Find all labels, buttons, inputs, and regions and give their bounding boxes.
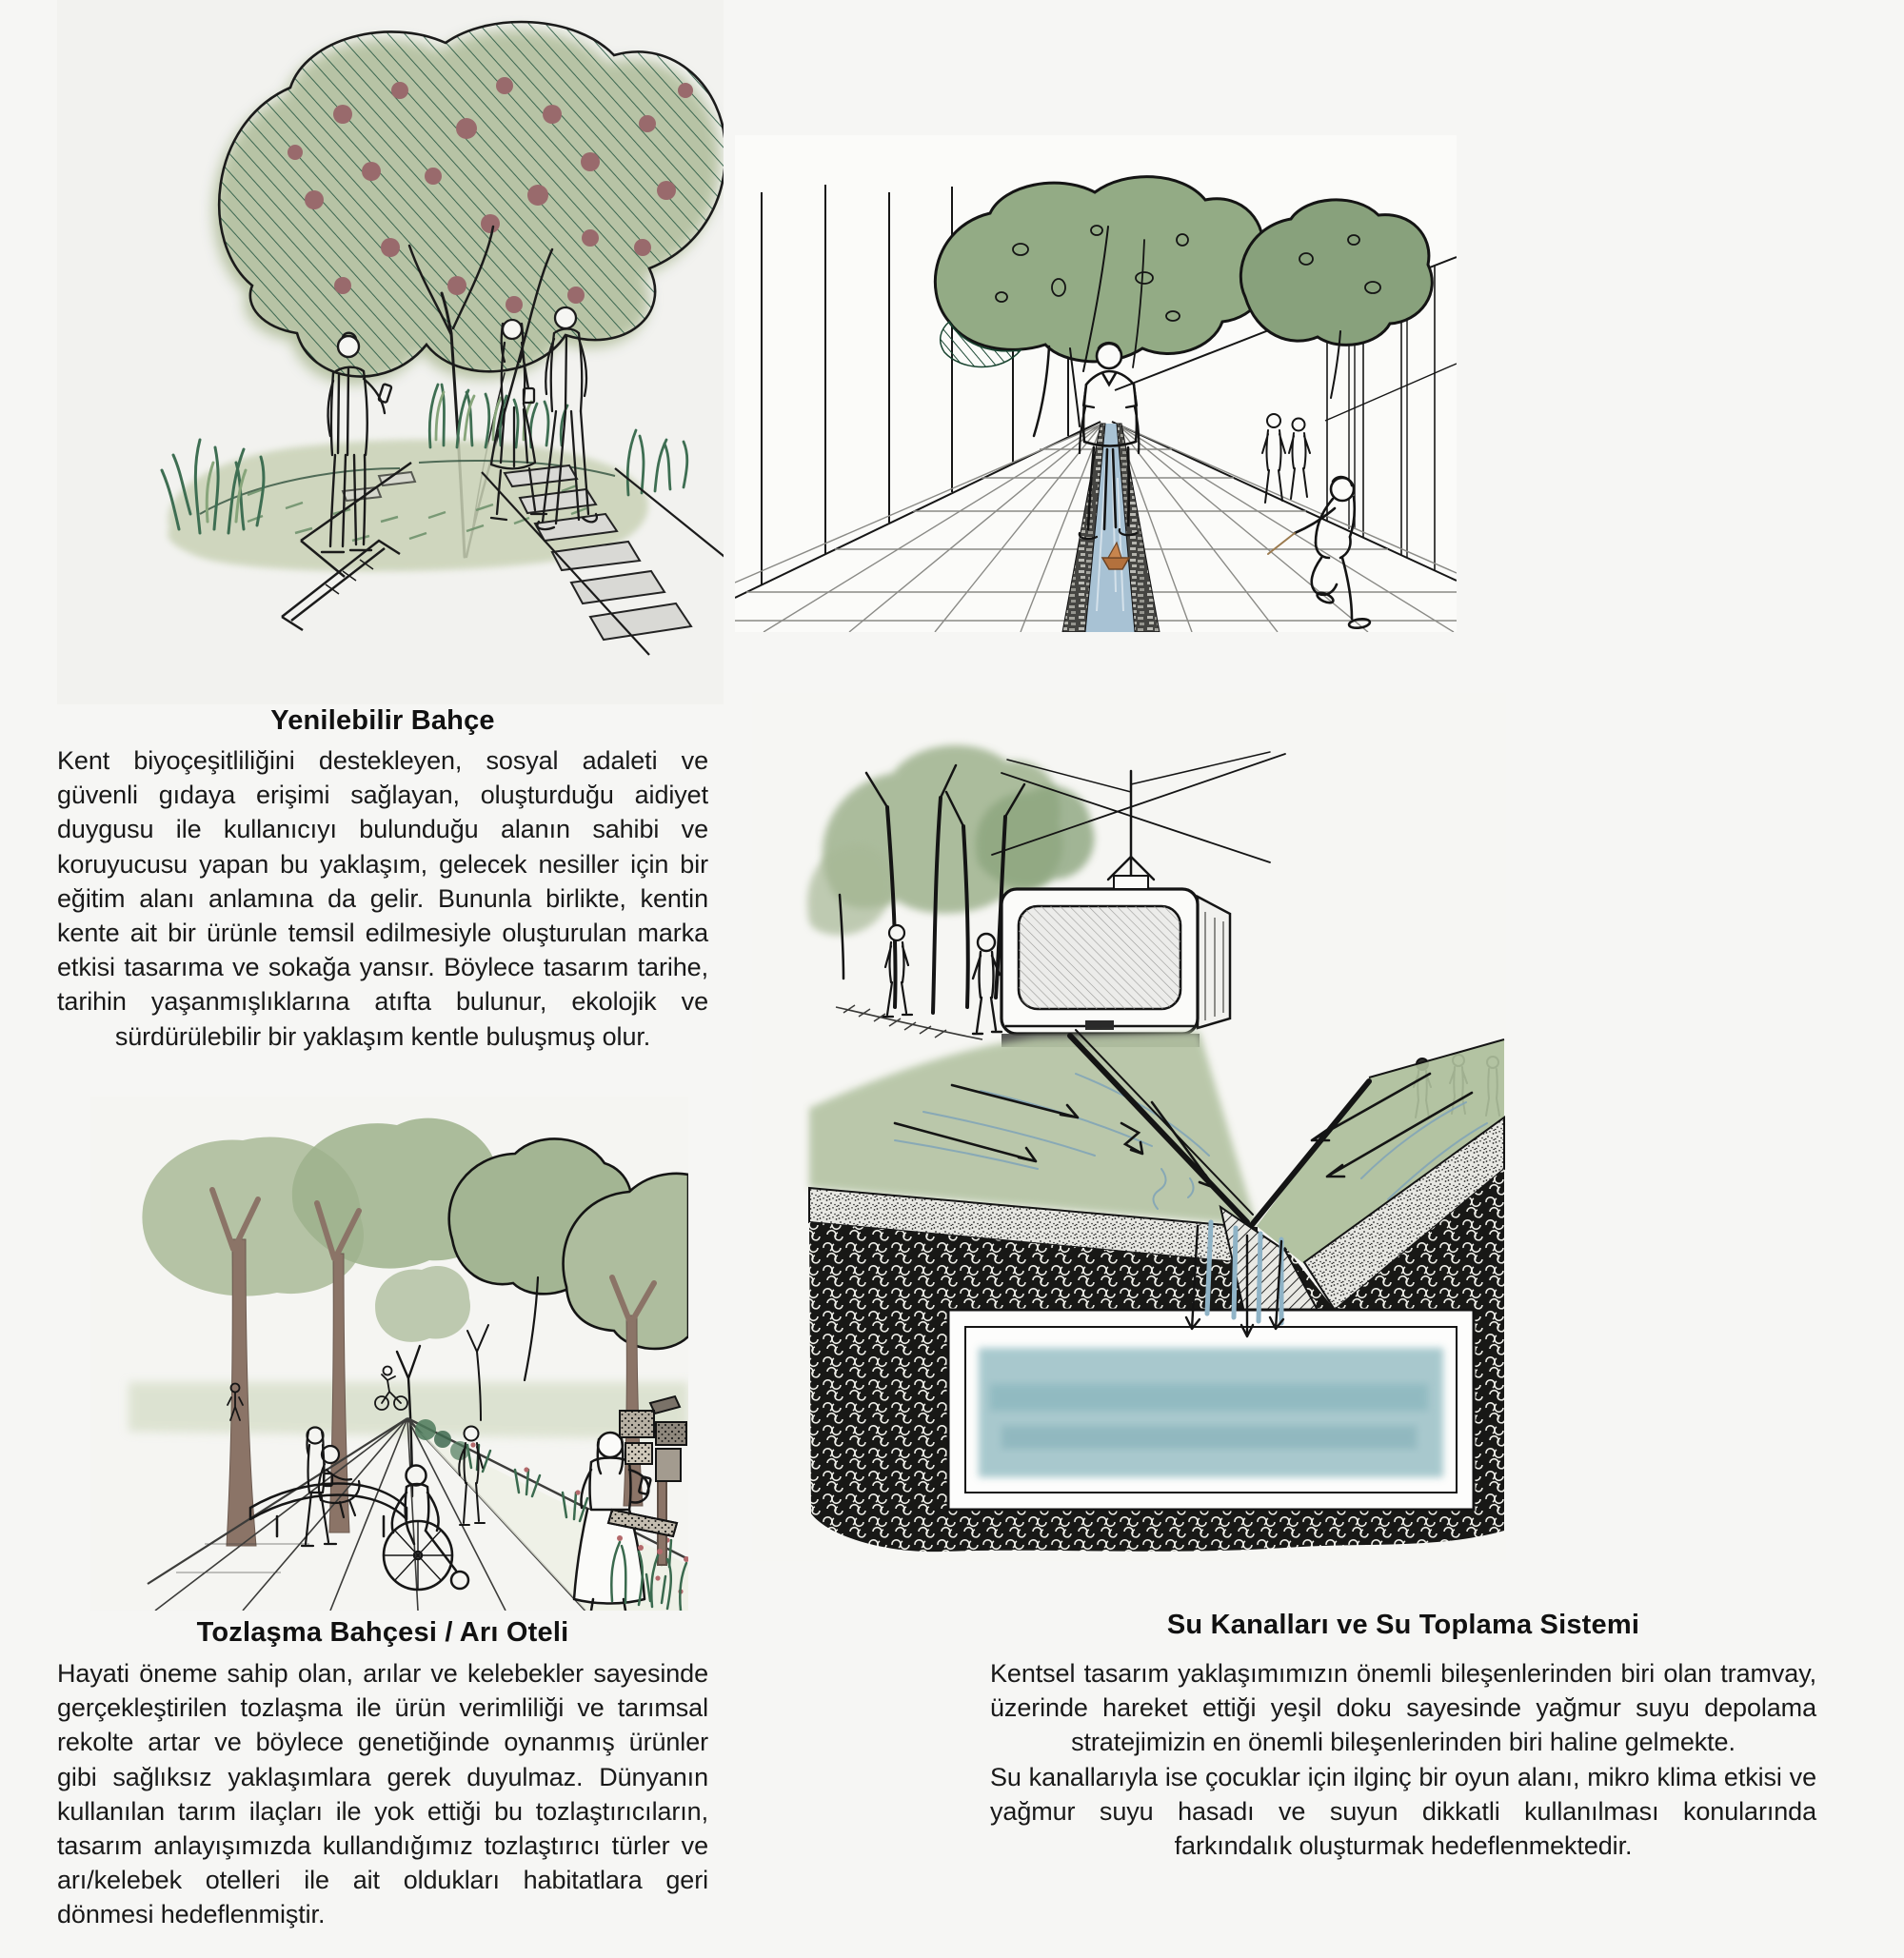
tram	[1002, 876, 1230, 1047]
edible-garden-illustration	[57, 0, 724, 704]
water-system-text	[990, 1656, 1816, 1863]
water-system-paragraph-1: Kentsel tasarım yaklaşımımızın önemli bileşenlerinden biri olan tramvay, üzerinde hareket ettiği yeşil doku sayesinde yağmur suyu depolama stratejimizin en önemli bileşenlerinden biri haline gelmekte.	[990, 1659, 1816, 1757]
water-system-title: Su Kanalları ve Su Toplama Sistemi	[1166, 1610, 1640, 1640]
edible-garden-paragraph: Kent biyoçeşitliliğini destekleyen, sosyal adaleti ve güvenli gıdaya erişimi sağlayan, oluşturduğu aidiyet duygusu ile kullanıcıyı bulunduğu alanın sahibi ve koruyucusu yapan bu yaklaşım, gelecek nesiller için bir eğitim alanı anlamına da gelir. Bununla birlikte, kentin kente ait bir ürünle temsil edilmesiyle oluşturulan marka etkisi tasarıma ve sokağa yansır. Böylece tasarım tarihe, tarihin yaşanmışlıklarına atıfta bulunur, ekolojik ve sürdürülebilir bir yaklaşım kentle buluşmuş olur.	[57, 746, 708, 1051]
pollination-garden-title: Tozlaşma Bahçesi / Arı Oteli	[196, 1617, 569, 1648]
pollination-garden-illustration	[90, 1097, 688, 1611]
water-tank	[948, 1310, 1474, 1510]
pollination-garden-text	[57, 1656, 708, 1932]
tram-water-system-illustration	[752, 693, 1506, 1561]
water-system-paragraph-2: Su kanallarıyla ise çocuklar için ilginç bir oyun alanı, mikro klima etkisi ve yağmur suyu hasadı ve suyun dikkatli kullanılması konularında farkındalık oluşturmak hedeflenmektedir.	[990, 1762, 1816, 1861]
edible-garden-text	[57, 743, 708, 1054]
water-channel-illustration	[735, 135, 1457, 632]
edible-garden-title: Yenilebilir Bahçe	[270, 705, 495, 736]
pollination-garden-paragraph: Hayati öneme sahip olan, arılar ve kelebekler sayesinde gerçekleştirilen tozlaşma ile ürün verimliliği ve tarımsal rekolte artar ve böylece genetiğinde oynanmış ürünler gibi sağlıksız yaklaşımlara gerek duyulmaz. Dünyanın kullanılan tarım ilaçları ile yok ettiği bu tozlaştırıcıların, tasarım anlayışımızda kullandığımız tozlaştırıcı türler ve arı/kelebek otelleri ile ait oldukları habitatlara geri dönmesi hedeflenmiştir.	[57, 1659, 708, 1929]
